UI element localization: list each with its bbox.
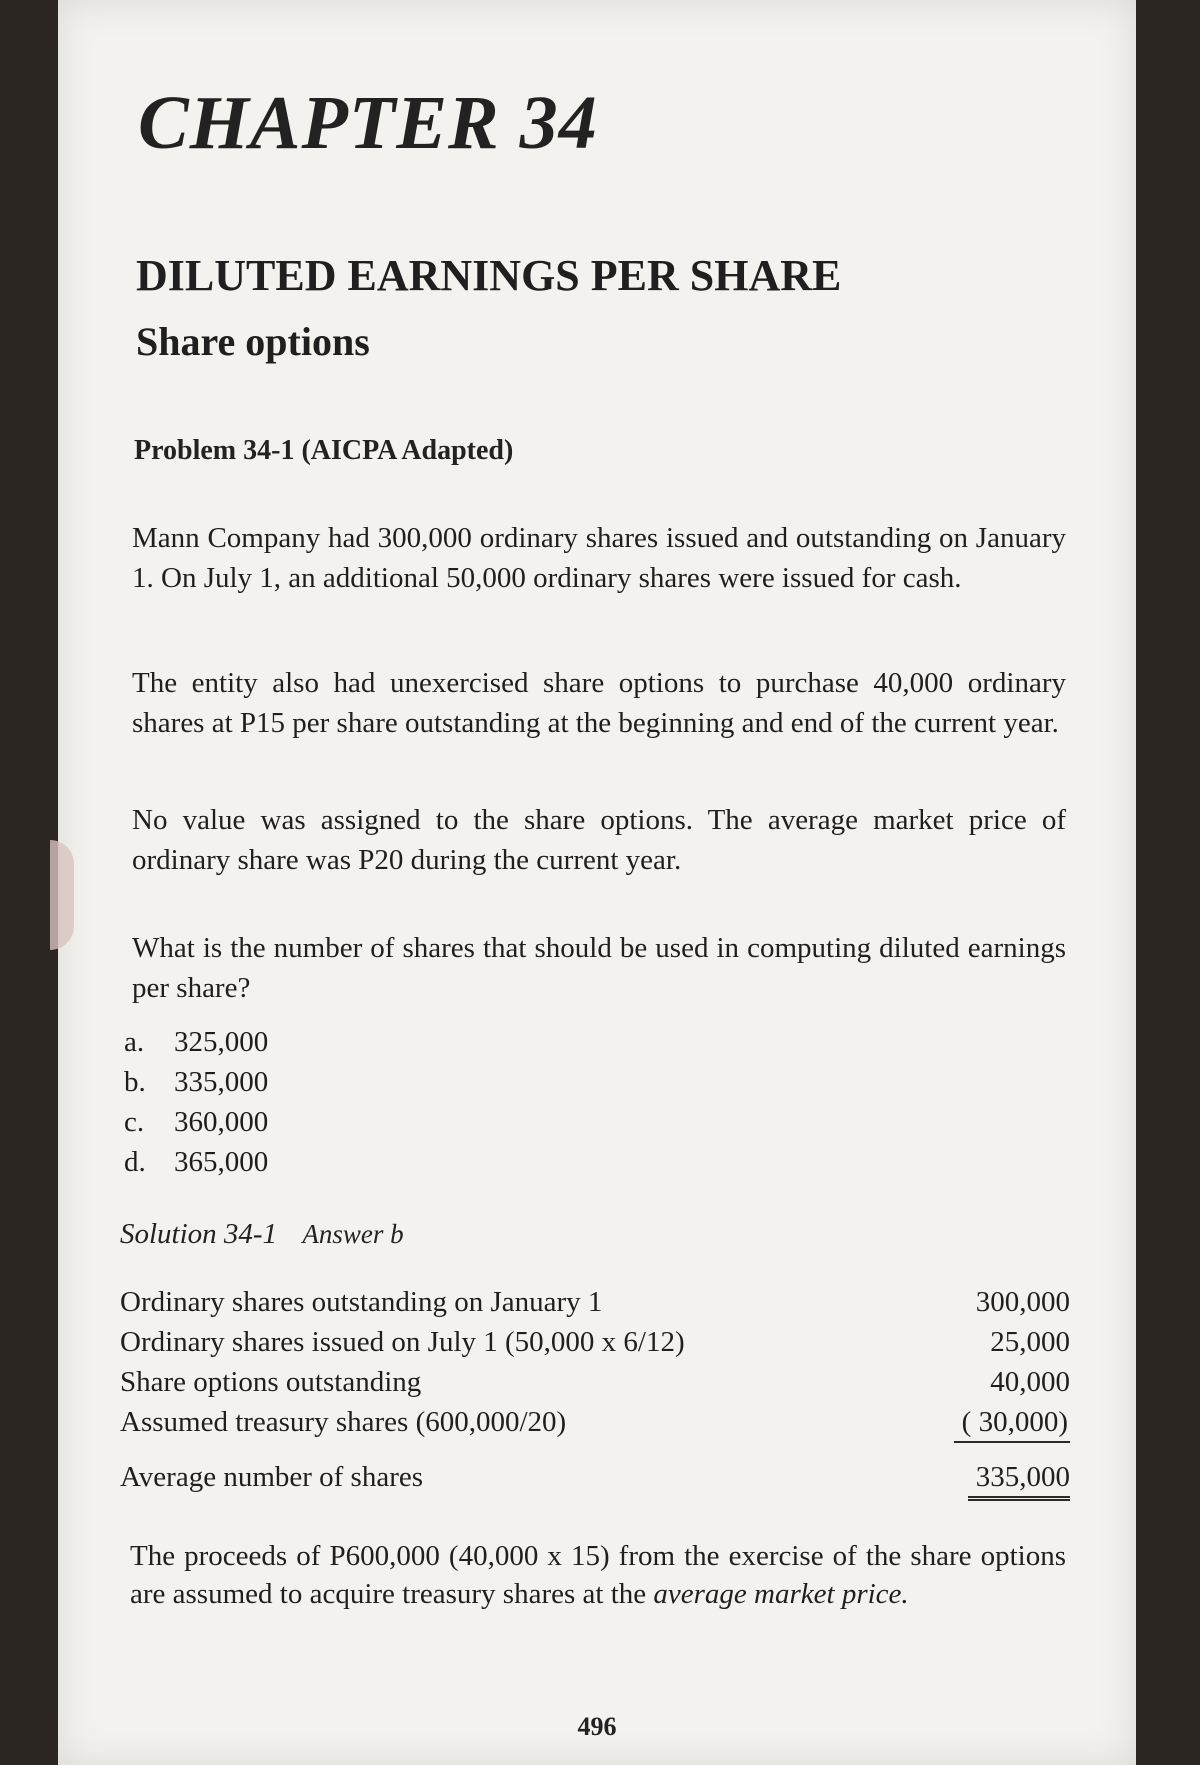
computation-row <box>120 1282 1070 1322</box>
computation-row <box>120 1322 1070 1362</box>
problem-paragraph-1: Mann Company had 300,000 ordinary shares issued and outstanding on January 1. On July 1, an additional 50,000 ordinary shares were issued for cash. <box>132 522 1066 594</box>
solution-answer: Answer b <box>302 1219 404 1249</box>
choice-a-value: 325,000 <box>174 1026 269 1058</box>
solution-label: Solution 34-1 <box>120 1218 278 1250</box>
answer-choices <box>124 1022 268 1182</box>
subsection-title: Share options <box>136 319 370 364</box>
computation-label: Ordinary shares outstanding on January 1 <box>120 1286 603 1318</box>
problem-title: Problem 34-1 (AICPA Adapted) <box>134 435 514 466</box>
solution-explanation <box>130 1537 1066 1613</box>
computation-total-value: 335,000 <box>968 1460 1070 1501</box>
choice-c-value: 360,000 <box>174 1106 269 1138</box>
computation-total-value-wrap <box>930 1457 1070 1501</box>
computation-value: 40,000 <box>990 1366 1070 1398</box>
choice-d <box>124 1142 268 1182</box>
computation-label: Ordinary shares issued on July 1 (50,000 x 6/12) <box>120 1326 685 1358</box>
choice-b <box>124 1062 268 1102</box>
computation-value: 300,000 <box>975 1286 1070 1318</box>
choice-d-letter: d. <box>124 1146 146 1178</box>
choice-d-value: 365,000 <box>174 1146 269 1178</box>
computation-row <box>120 1402 1070 1443</box>
computation-label: Share options outstanding <box>120 1366 422 1398</box>
choice-b-letter: b. <box>124 1066 146 1098</box>
computation-value-deduction <box>930 1402 1070 1443</box>
problem-question: What is the number of shares that should be used in computing diluted earnings per share? <box>132 932 1066 1004</box>
choice-c <box>124 1102 268 1142</box>
problem-paragraph-2: The entity also had unexercised share options to purchase 40,000 ordinary shares at P15 per share outstanding at the beginning and end of the current year. <box>132 667 1066 739</box>
choice-a-letter: a. <box>124 1026 145 1058</box>
choice-a <box>124 1022 268 1062</box>
problem-paragraph-3: No value was assigned to the share options. The average market price of ordinary share was P20 during the current year. <box>132 804 1066 876</box>
solution-explanation-emphasis: average market price. <box>653 1578 909 1610</box>
section-title: DILUTED EARNINGS PER SHARE <box>136 251 842 300</box>
computation-total-label: Average number of shares <box>120 1461 424 1493</box>
computation-row <box>120 1362 1070 1402</box>
solution-explanation-main: The proceeds of P600,000 (40,000 x 15) from the exercise of the share options are assumed to acquire treasury shares at the <box>130 1540 1066 1610</box>
choice-b-value: 335,000 <box>174 1066 269 1098</box>
solution-heading <box>120 1218 404 1251</box>
solution-computation <box>120 1282 1070 1501</box>
chapter-title: CHAPTER 34 <box>138 81 598 165</box>
computation-total-row <box>120 1457 1070 1501</box>
choice-c-letter: c. <box>124 1106 145 1138</box>
page-number: 496 <box>577 1712 617 1741</box>
treasury-shares-value: ( 30,000) <box>954 1405 1070 1443</box>
computation-label: Assumed treasury shares (600,000/20) <box>120 1406 567 1438</box>
computation-value: 25,000 <box>990 1326 1070 1358</box>
book-page <box>58 0 1136 1765</box>
